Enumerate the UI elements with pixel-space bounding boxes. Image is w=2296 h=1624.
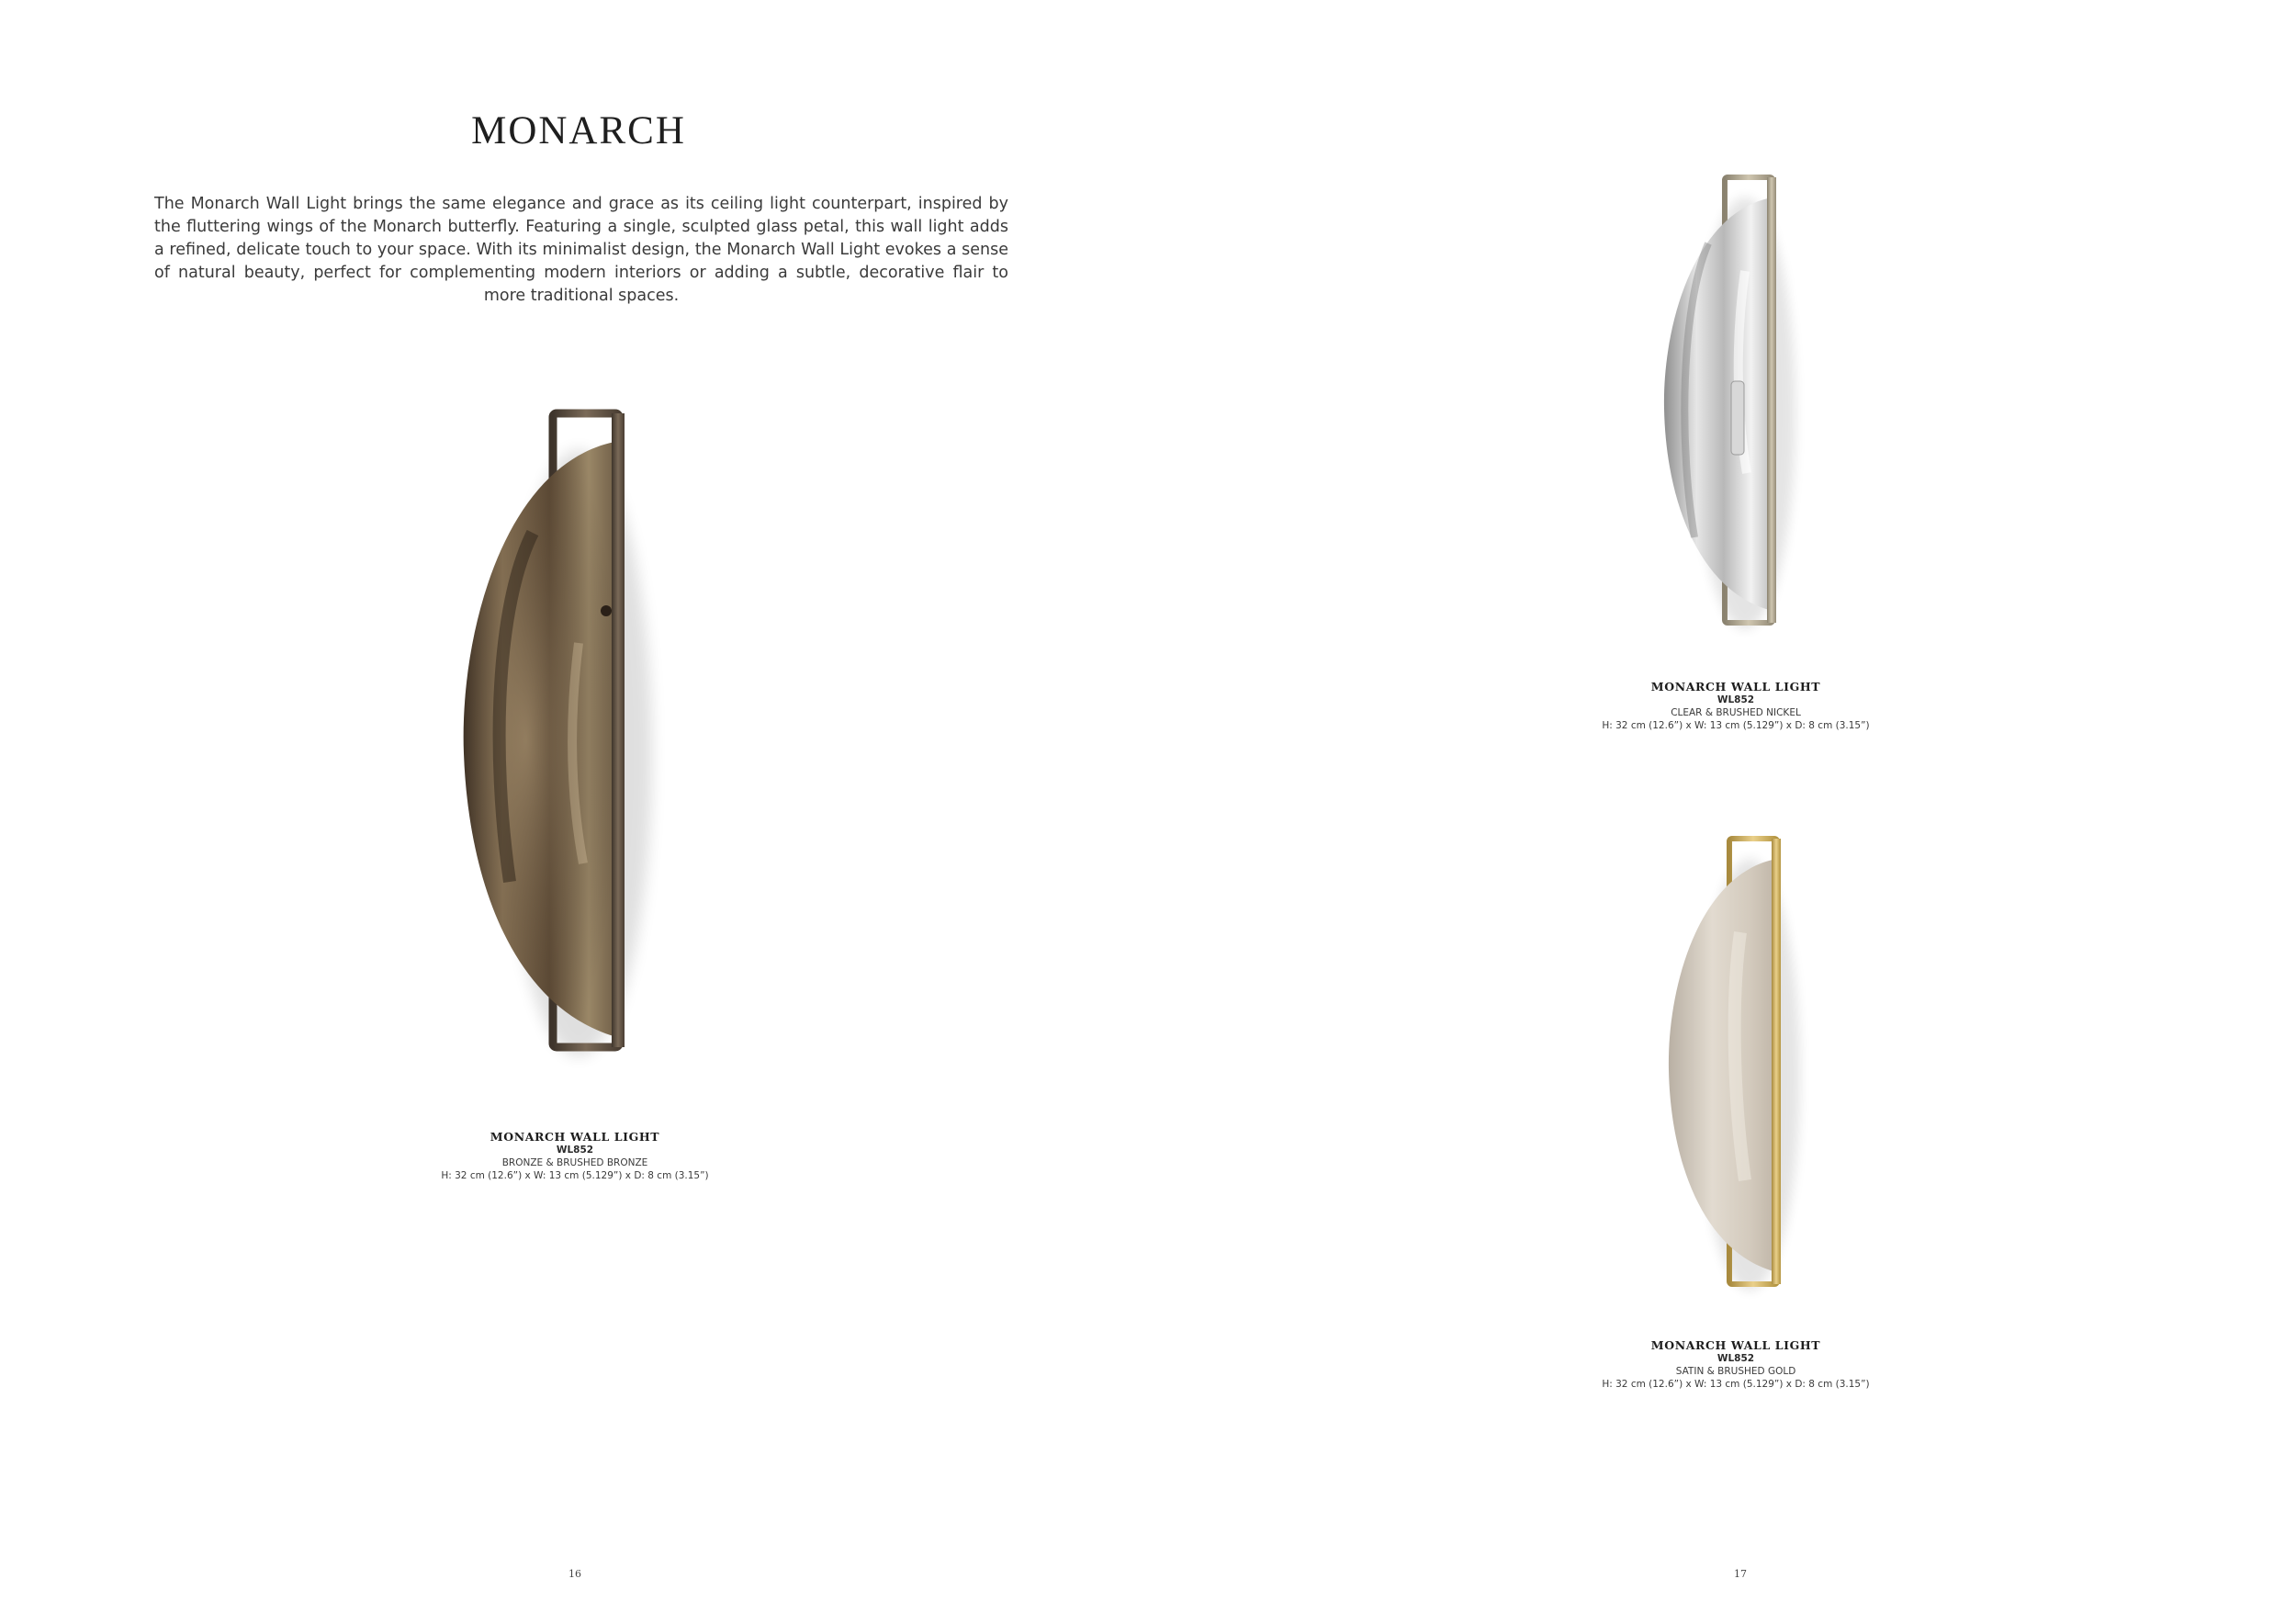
product-caption <box>1543 1338 1929 1391</box>
page-number: 17 <box>1734 1568 1747 1580</box>
product-name: MONARCH WALL LIGHT <box>1650 1338 1821 1352</box>
right-page <box>1148 0 2296 1624</box>
product-description: The Monarch Wall Light brings the same elegance and grace as its ceiling light counterpart, inspired by the fluttering wings of the Monarch butterfly. Featuring a single, sculpted glass petal, this wall light adds a refined, delicate touch to your space. With its minimalist design, the Monarch Wall Light evokes a sense of natural beauty, perfect for complementing modern interiors or adding a subtle, decorative flair to more traditional spaces. <box>154 195 1008 305</box>
product-code: WL852 <box>1716 1353 1755 1364</box>
gold-wall-light-image <box>1649 831 1814 1309</box>
product-caption <box>1543 680 1929 732</box>
bronze-wall-light-image <box>441 404 680 1075</box>
product-dimensions: H: 32 cm (12.6”) x W: 13 cm (5.129”) x D: 8 cm (3.15”) <box>1602 720 1870 731</box>
product-dimensions: H: 32 cm (12.6”) x W: 13 cm (5.129”) x D: 8 cm (3.15”) <box>1602 1379 1870 1390</box>
product-finish: CLEAR & BRUSHED NICKEL <box>1671 707 1801 718</box>
page-number: 16 <box>568 1568 581 1580</box>
product-finish: SATIN & BRUSHED GOLD <box>1675 1366 1796 1377</box>
product-caption <box>382 1130 768 1182</box>
product-code: WL852 <box>556 1145 594 1156</box>
product-finish: BRONZE & BRUSHED BRONZE <box>501 1157 648 1168</box>
product-name: MONARCH WALL LIGHT <box>490 1130 660 1144</box>
nickel-wall-light-image <box>1644 170 1809 648</box>
page-title: MONARCH <box>471 109 686 152</box>
product-code: WL852 <box>1716 694 1755 705</box>
product-name: MONARCH WALL LIGHT <box>1650 680 1821 694</box>
product-dimensions: H: 32 cm (12.6”) x W: 13 cm (5.129”) x D: 8 cm (3.15”) <box>441 1170 709 1181</box>
